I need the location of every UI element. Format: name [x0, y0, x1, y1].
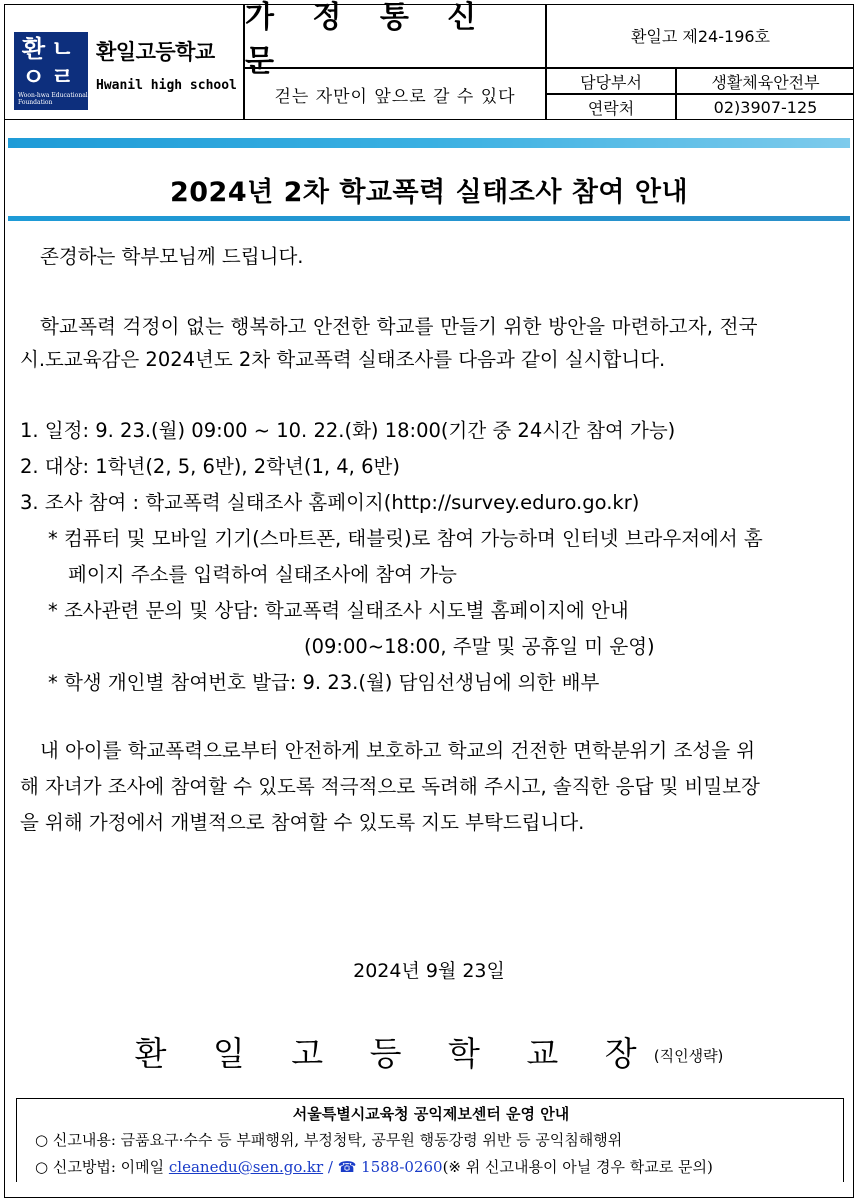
closing-line: 해 자녀가 조사에 참여할 수 있도록 적극적으로 독려해 주시고, 솔직한 응답 및 비밀보장: [20, 775, 760, 798]
notice-report-method: [35, 1156, 713, 1177]
note-devices: * 컴퓨터 및 모바일 기기(스마트폰, 태블릿)로 참여 가능하며 인터넷 브라우저에서 홈: [48, 527, 763, 550]
logo-foundation: Woon-hwa Educational Foundation: [18, 92, 88, 106]
contact-label: 연락처: [546, 94, 676, 120]
note-inquiry: * 조사관련 문의 및 상담: 학교폭력 실태조사 시도별 홈페이지에 안내: [48, 599, 629, 622]
note-participant-number: * 학생 개인별 참여번호 발급: 9. 23.(월) 담임선생님에 의한 배부: [48, 671, 600, 694]
school-motto: 걷는 자만이 앞으로 갈 수 있다: [244, 68, 546, 120]
note-inquiry-hours: (09:00~18:00, 주말 및 공휴일 미 운영): [304, 635, 655, 658]
closing-line: 내 아이를 학교폭력으로부터 안전하게 보호하고 학교의 건전한 면학분위기 조성을 위: [40, 739, 756, 762]
notice-method-prefix: ○ 신고방법: 이메일: [35, 1158, 169, 1176]
department-label: 담당부서: [546, 68, 676, 94]
survey-details-list: [20, 413, 763, 701]
signature-line: [0, 1028, 858, 1075]
title-band-top: [8, 138, 850, 148]
principal-title: 환 일 고 등 학 교 장: [134, 1034, 655, 1073]
email-link[interactable]: cleanedu@sen.go.kr: [168, 1158, 324, 1176]
list-item-participation: 3. 조사 참여 : 학교폭력 실태조사 홈페이지(http://survey.eduro.go.kr): [20, 491, 640, 514]
letterhead: [4, 0, 854, 120]
notice-title: 서울특별시교육청 공익제보센터 운영 안내: [292, 1105, 570, 1123]
intro-line: 학교폭력 걱정이 없는 행복하고 안전한 학교를 만들기 위한 방안을 마련하고자, 전국: [40, 315, 758, 338]
issue-date: 2024년 9월 23일: [353, 960, 505, 982]
list-item-target: 2. 대상: 1학년(2, 5, 6반), 2학년(1, 4, 6반): [20, 455, 400, 478]
logo-mark: 환ㄴ ㅇㄹ: [21, 35, 81, 91]
notice-method-suffix: (※ 위 신고내용이 아닐 경우 학교로 문의): [442, 1158, 713, 1176]
seal-omitted-note: (직인생략): [653, 1047, 724, 1065]
newsletter-title: 가 정 통 신 문: [244, 4, 546, 68]
document-title: 2024년 2차 학교폭력 실태조사 참여 안내: [169, 177, 689, 208]
list-item-schedule: 1. 일정: 9. 23.(월) 09:00 ~ 10. 22.(화) 18:00(기간 중 24시간 참여 가능): [20, 419, 676, 442]
department-value: 생활체육안전부: [676, 68, 854, 94]
document-number: 환일고 제24-196호: [546, 4, 854, 68]
intro-line: 시.도교육감은 2024년도 2차 학교폭력 실태조사를 다음과 같이 실시합니다.: [20, 348, 666, 371]
school-branding: [4, 4, 244, 120]
school-name-english: Hwanil high school: [96, 78, 237, 93]
whistleblower-notice: [16, 1098, 844, 1182]
note-devices-cont: 페이지 주소를 입력하여 실태조사에 참여 가능: [68, 563, 457, 586]
school-logo: [14, 32, 88, 110]
closing-line: 을 위해 가정에서 개별적으로 참여할 수 있도록 지도 부탁드립니다.: [20, 811, 585, 834]
phone-number[interactable]: ☎ 1588-0260: [337, 1158, 443, 1176]
notice-separator: /: [323, 1158, 338, 1176]
closing-paragraph: [20, 733, 760, 841]
greeting: 존경하는 학부모님께 드립니다.: [40, 245, 304, 268]
intro-paragraph: [20, 310, 840, 376]
title-band-bottom: [8, 216, 850, 221]
school-name-korean: 환일고등학교: [96, 40, 215, 64]
notice-report-content: ○ 신고내용: 금품요구·수수 등 부패행위, 부정청탁, 공무원 행동강령 위반 등 공익침해행위: [35, 1131, 623, 1149]
contact-value: 02)3907-125: [676, 94, 854, 120]
